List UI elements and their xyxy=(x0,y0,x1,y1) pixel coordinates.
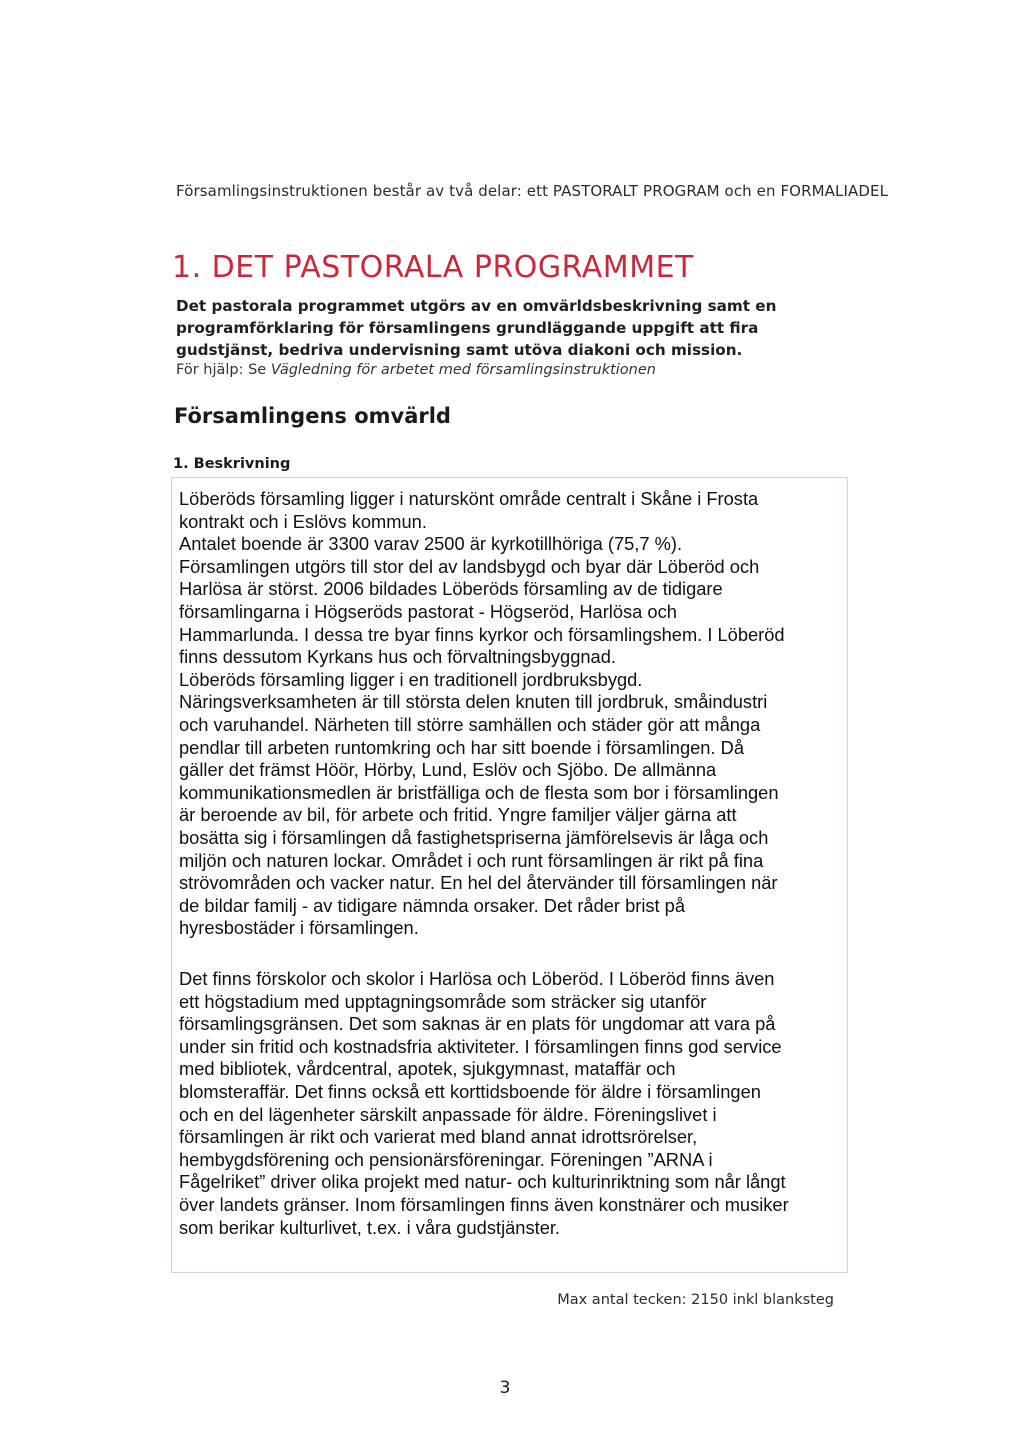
description-paragraph: Det finns förskolor och skolor i Harlösa och Löberöd. I Löberöd finns även ett högstadium med upptagningsområde som sträcker sig utanför församlingsgränsen. Det som saknas är en plats för ungdomar att vara på under sin fritid och kostnadsfria aktiviteter. I församlingen finns god service med bibliotek, vårdcentral, apotek, sjukgymnast, mataffär och blomsteraffär. Det finns också ett korttidsboende för äldre i församlingen och en del lägenheter särskilt anpassade för äldre. Föreningslivet i församlingen är rikt och varierat med bland annat idrottsrörelser, hembygdsförening och pensionärsföreningar. Föreningen ”ARNA i Fågelriket” driver olika projekt med natur- och kulturinriktning som når långt över landets gränser. Inom församlingen finns även konstnärer och musiker som berikar kulturlivet, t.ex. i våra gudstjänster. xyxy=(179,968,789,1238)
character-limit-note: Max antal tecken: 2150 inkl blanksteg xyxy=(557,1292,834,1308)
intro-line: Församlingsinstruktionen består av två delar: ett PASTORALT PROGRAM och en FORMALIADEL xyxy=(176,182,889,200)
help-prefix: För hjälp: Se xyxy=(176,362,271,378)
description-paragraph: Löberöds församling ligger i naturskönt område centralt i Skåne i Frosta kontrakt och i Eslövs kommun. Antalet boende är 3300 varav 2500 är kyrkotillhöriga (75,7 %). Församlingen utgörs till stor del av landsbygd och byar där Löberöd och Harlösa är störst. 2006 bildades Löberöds församling av de tidigare församlingarna i Högseröds pastorat - Högseröd, Harlösa och Hammarlunda. I dessa tre byar finns kyrkor och församlingshem. I Löberöd finns dessutom Kyrkans hus och förvaltningsbyggnad. Löberöds församling ligger i en traditionell jordbruksbygd. Näringsverksamheten är till största delen knuten till jordbruk, småindustri och varuhandel. Närheten till större samhällen och städer gör att många pendlar till arbeten runtomkring och har sitt boende i församlingen. Då gäller det främst Höör, Hörby, Lund, Eslöv och Sjöbo. De allmänna kommunikationsmedlen är bristfälliga och de flesta som bor i församlingen är beroende av bil, för arbete och fritid. Yngre familjer väljer gärna att bosätta sig i församlingen då fastighetspriserna jämförelsevis är låga och miljön och naturen lockar. Området i och runt församlingen är rikt på fina strövområden och vacker natur. En hel del återvänder till församlingen när de bildar familj - av tidigare nämnda orsaker. Det råder brist på hyresbostäder i församlingen. xyxy=(179,488,785,939)
item-label: 1. Beskrivning xyxy=(173,456,291,472)
description-text-box xyxy=(171,477,848,1273)
program-description: Det pastorala programmet utgörs av en omvärldsbeskrivning samt en programförklaring för församlingens grundläggande uppgift att fira gudstjänst, bedriva undervisning samt utöva diakoni och mission. xyxy=(176,297,777,359)
help-note xyxy=(176,362,656,378)
guide-title: Vägledning för arbetet med församlingsinstruktionen xyxy=(270,362,656,378)
subheading: Församlingens omvärld xyxy=(174,404,451,428)
page-number: 3 xyxy=(499,1378,511,1398)
section-title: 1. DET PASTORALA PROGRAMMET xyxy=(172,250,694,285)
